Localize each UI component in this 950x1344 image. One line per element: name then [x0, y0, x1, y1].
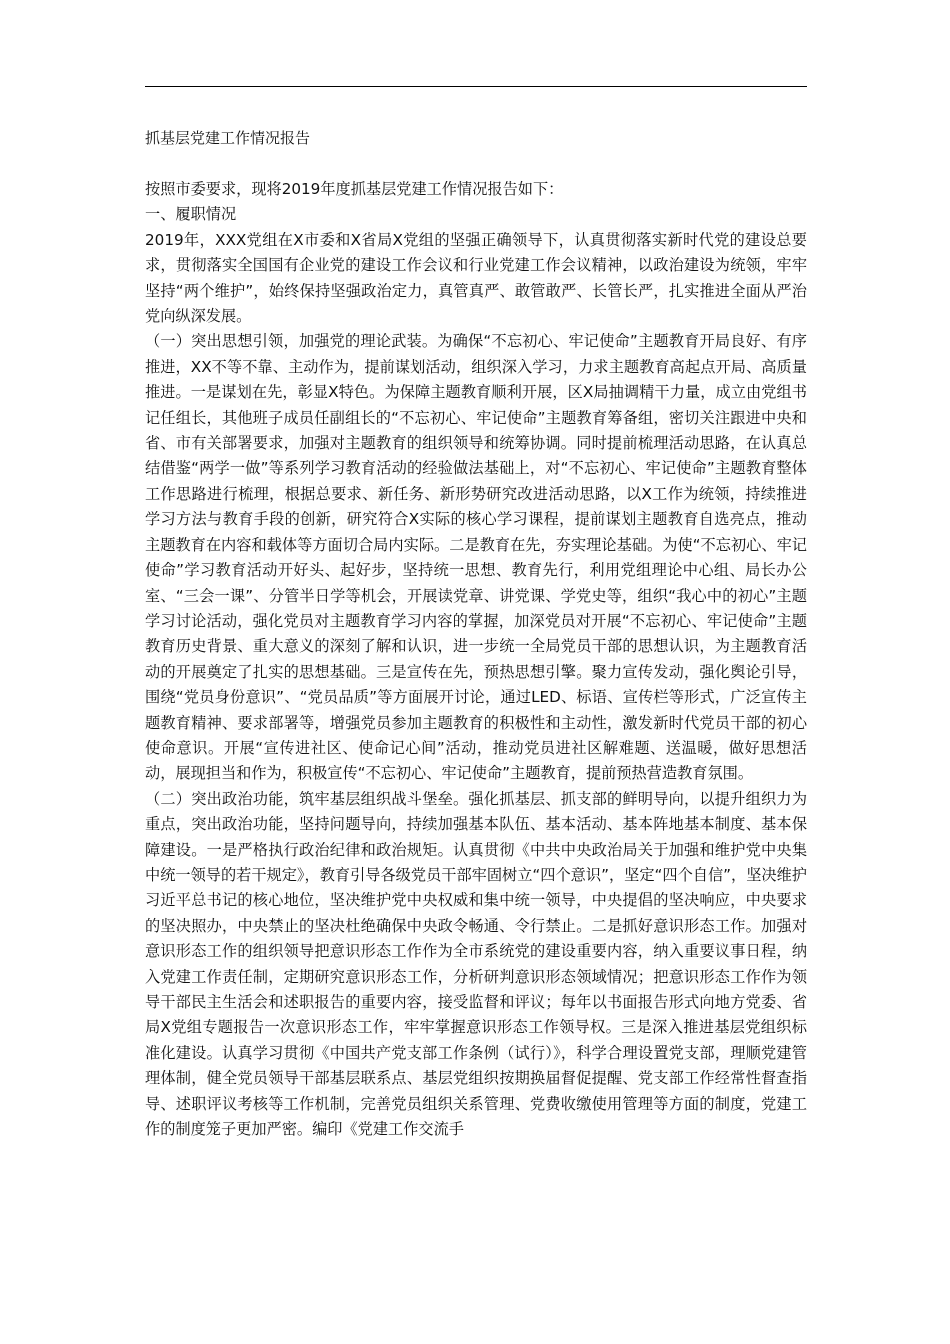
section-heading: 一、履职情况 — [145, 205, 237, 224]
document-title: 抓基层党建工作情况报告 — [145, 129, 311, 147]
body-paragraph: （一）突出思想引领，加强党的理论武装。为确保“不忘初心、牢记使命”主题教育开局良好、有序推进，XX不等不靠、主动作为，提前谋划活动，组织深入学习，力求主题教育高起点开局、高质量推进。一是谋划在先，彰显X特色。为保障主题教育顺利开展，区X局抽调精干力量，成立由党组书记任组长，其他班子成员任副组长的“不忘初心、牢记使命”主题教育筹备组，密切关注跟进中央和省、市有关部署要求，加强对主题教育的组织领导和统筹协调。同时提前梳理活动思路，在认真总结借鉴“两学一做”等系列学习教育活动的经验做法基础上，对“不忘初心、牢记使命”主题教育整体工作思路进行梳理，根据总要求、新任务、新形势研究改进活动思路，以X工作为统领，持续推进学习方法与教育手段的创新，研究符合X实际的核心学习课程，提前谋划主题教育自选亮点，推动主题教育在内容和载体等方面切合局内实际。二是教育在先，夯实理论基础。为使“不忘初心、牢记使命”学习教育活动开好头、起好步，坚持统一思想、教育先行，利用党组理论中心组、局长办公室、“三会一课”、分管半日学等机会，开展读党章、讲党课、学党史等，组织“我心中的初心”主题学习讨论活动，强化党员对主题教育学习内容的掌握，加深党员对开展“不忘初心、牢记使命”主题教育历史背景、重大意义的深刻了解和认识，进一步统一全局党员干部的思想认识，为主题教育活动的开展奠定了扎实的思想基础。三是宣传在先，预热思想引擎。聚力宣传发动，强化舆论引导，围绕“党员身份意识”、“党员品质”等方面展开讨论，通过LED、标语、宣传栏等形式，广泛宣传主题教育精神、要求部署等，增强党员参加主题教育的积极性和主动性，激发新时代党员干部的初心使命意识。开展“宣传进社区、使命记心间”活动，推动党员进社区解难题、送温暖，做好思想活动，展现担当和作为，积极宣传“不忘初心、牢记使命”主题教育，提前预热营造教育氛围。 — [145, 332, 807, 783]
body-paragraph: （二）突出政治功能，筑牢基层组织战斗堡垒。强化抓基层、抓支部的鲜明导向，以提升组织力为重点，突出政治功能，坚持问题导向，持续加强基本队伍、基本活动、基本阵地基本制度、基本保障建设。一是严格执行政治纪律和政治规矩。认真贯彻《中共中央政治局关于加强和维护党中央集中统一领导的若干规定》，教育引导各级党员干部牢固树立“四个意识”，坚定“四个自信”，坚决维护习近平总书记的核心地位，坚决维护党中央权威和集中统一领导，中央提倡的坚决响应，中央要求的坚决照办，中央禁止的坚决杜绝确保中央政令畅通、令行禁止。二是抓好意识形态工作。加强对意识形态工作的组织领导把意识形态工作作为全市系统党的建设重要内容，纳入重要议事日程，纳入党建工作责任制，定期研究意识形态工作，分析研判意识形态领域情况；把意识形态工作作为领导干部民主生活会和述职报告的重要内容，接受监督和评议；每年以书面报告形式向地方党委、省局X党组专题报告一次意识形态工作，牢牢掌握意识形态工作领导权。三是深入推进基层党组织标准化建设。认真学习贯彻《中国共产党支部工作条例（试行）》，科学合理设置党支部，理顺党建管理体制，健全党员领导干部基层联系点、基层党组织按期换届督促提醒、党支部工作经常性督查指导、述职评议考核等工作机制，完善党员组织关系管理、党费收缴使用管理等方面的制度，党建工作的制度笼子更加严密。编印《党建工作交流手 — [145, 789, 807, 1139]
intro-paragraph: 按照市委要求，现将2019年度抓基层党建工作情况报告如下： — [145, 180, 564, 198]
document-body — [145, 177, 807, 1142]
header-rule — [145, 86, 807, 87]
body-paragraph: 2019年，XXX党组在X市委和X省局X党组的坚强正确领导下，认真贯彻落实新时代党的建设总要求，贯彻落实全国国有企业党的建设工作会议和行业党建工作会议精神，以政治建设为统领，牢牢坚持“两个维护”，始终保持坚强政治定力，真管真严、敢管敢严、长管长严，扎实推进全面从严治党向纵深发展。 — [145, 230, 807, 326]
